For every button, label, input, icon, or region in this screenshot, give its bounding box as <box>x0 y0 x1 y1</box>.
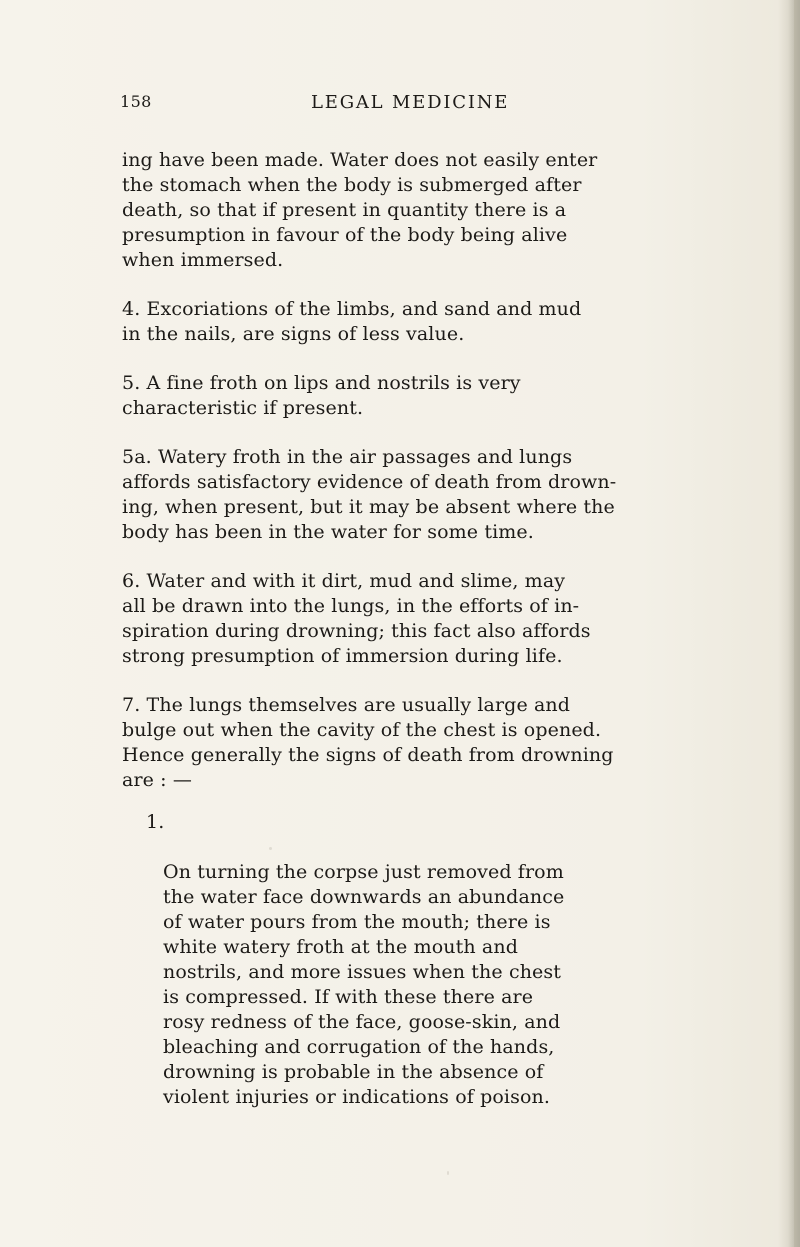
paper-speck <box>447 1171 449 1175</box>
paragraph-item-7: 7. The lungs themselves are usually large and bulge out when the cavity of the chest is opened. Hence generally the signs of death from drowning are : — <box>122 694 614 791</box>
paragraph-item-5: 5. A fine froth on lips and nostrils is very characteristic if present. <box>122 372 521 419</box>
running-head: LEGAL MEDICINE <box>311 92 510 113</box>
paragraph-continuation: ing have been made. Water does not easily enter the stomach when the body is submerged after death, so that if present in quantity there is a presumption in favour of the body being alive when immersed. <box>122 149 598 271</box>
paragraph-item-4: 4. Excoriations of the limbs, and sand and mud in the nails, are signs of less value. <box>122 298 582 345</box>
page-number: 158 <box>120 92 152 111</box>
paper-speck <box>269 847 272 850</box>
list-marker: 1. <box>146 811 165 833</box>
page-edge <box>794 0 800 1247</box>
signs-list <box>146 810 692 1110</box>
page-body <box>122 148 692 1110</box>
list-item <box>146 810 692 1110</box>
paragraph-item-5a: 5a. Watery froth in the air passages and lungs affords satisfactory evidence of death from drown- ing, when present, but it may be absent where the body has been in the water for some time. <box>122 446 617 543</box>
paragraph-item-6: 6. Water and with it dirt, mud and slime, may all be drawn into the lungs, in the efforts of in- spiration during drowning; this fact also affords strong presumption of immersion during life. <box>122 570 591 667</box>
page-header <box>0 92 800 122</box>
list-item-text: On turning the corpse just removed from the water face downwards an abundance of water pours from the mouth; there is white watery froth at the mouth and nostrils, and more issues when the chest is compressed. If with these there are rosy redness of the face, goose-skin, and bleaching and corrugation of the hands, drowning is probable in the absence of violent injuries or indications of poison. <box>163 861 565 1108</box>
